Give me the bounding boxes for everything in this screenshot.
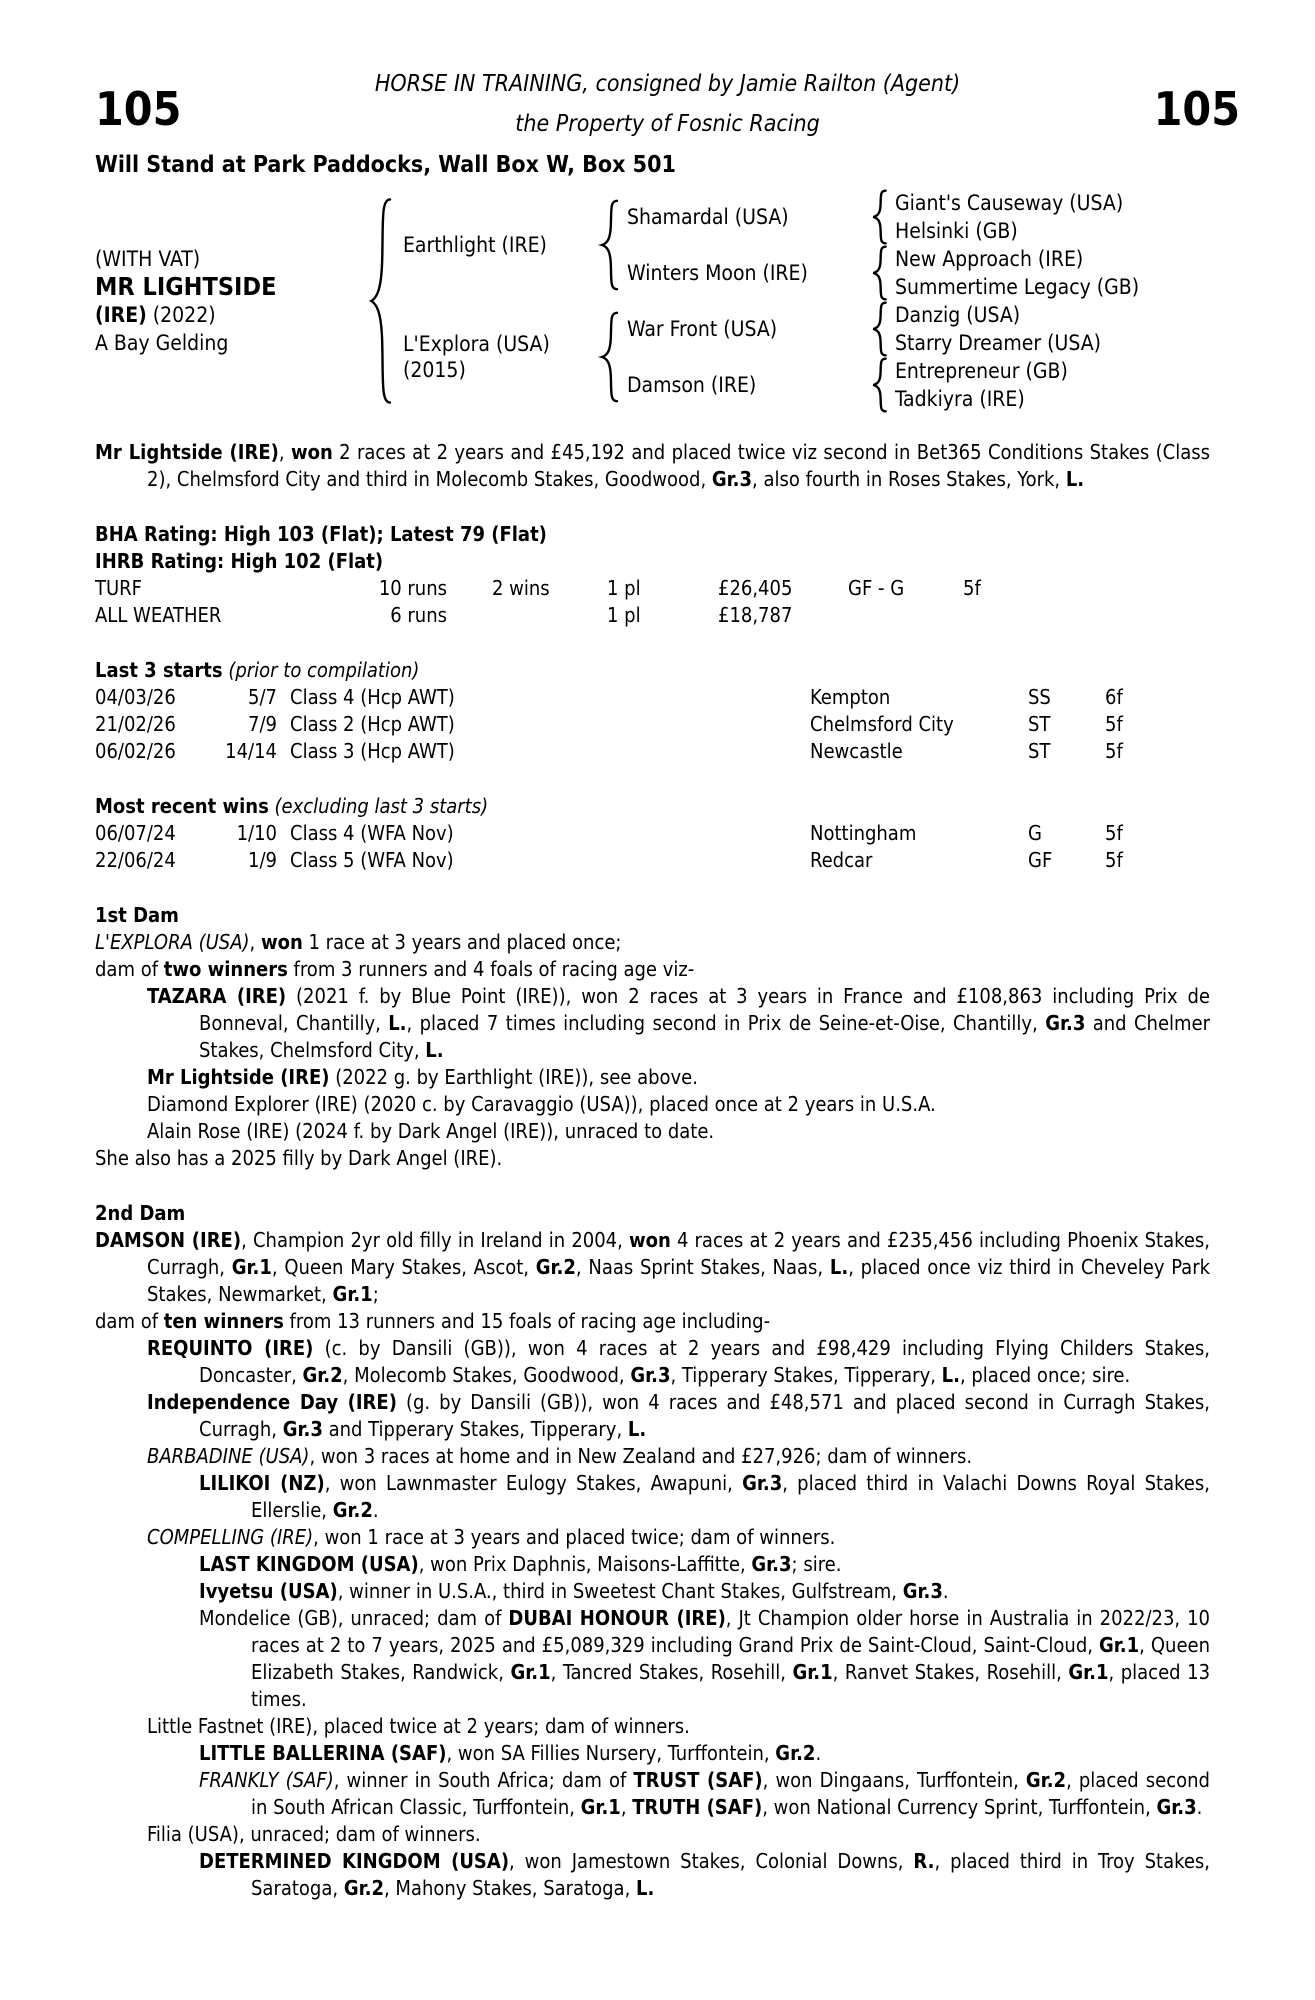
pedigree-brace-small (869, 245, 889, 301)
produce-paragraph: COMPELLING (IRE), won 1 race at 3 years and placed twice; dam of winners. (147, 1525, 836, 1549)
race-date: 06/02/26 (95, 739, 176, 763)
produce-paragraph: BARBADINE (USA), won 3 races at home and in New Zealand and £27,926; dam of winners. (147, 1444, 973, 1468)
pedigree-brace-sire (597, 198, 621, 292)
lot-number-left: 105 (95, 82, 182, 136)
pedigree-brace-small (869, 357, 889, 413)
subject-origin-year: (IRE) (2022) (95, 303, 216, 327)
produce-paragraph: REQUINTO (IRE) (c. by Dansili (GB)), won 4 races at 2 years and £98,429 including Flying Childers Stakes, Doncaster, Gr.2, Molecomb Stakes, Goodwood, Gr.3, Tipperary Stakes, Tipperary, L., placed once; sire. (147, 1336, 1210, 1387)
ratings-row-all-weather (95, 602, 1240, 629)
produce-paragraph: Filia (USA), unraced; dam of winners. (147, 1822, 481, 1846)
second-dam-heading: 2nd Dam (95, 1201, 186, 1225)
racecourse: Kempton (810, 685, 891, 709)
granddam-row (627, 357, 1101, 413)
recent-wins-heading: Most recent wins (excluding last 3 starts) (95, 794, 489, 818)
racecourse: Chelmsford City (810, 712, 954, 736)
first-dam-heading: 1st Dam (95, 903, 179, 927)
going-range (848, 602, 963, 629)
stand-location-line: Will Stand at Park Paddocks, Wall Box W, Box 501 (95, 152, 676, 178)
produce-paragraph: Diamond Explorer (IRE) (2020 c. by Caravaggio (USA)), placed once at 2 years in U.S.A. (147, 1092, 936, 1116)
race-class: Class 3 (Hcp AWT) (290, 739, 455, 763)
dam-paragraph: L'EXPLORA (USA), won 1 race at 3 years and placed once; (95, 930, 622, 954)
race-row (95, 738, 1240, 765)
sire-grandparents (627, 189, 1139, 301)
produce-paragraph: Alain Rose (IRE) (2024 f. by Dark Angel (IRE)), unraced to date. (147, 1119, 715, 1143)
great-grandparents: New Approach (IRE) Summertime Legacy (GB) (895, 247, 1140, 299)
racecourse: Redcar (810, 848, 873, 872)
finish-position: 1/9 (248, 848, 277, 872)
race-class: Class 4 (WFA Nov) (290, 821, 454, 845)
produce-paragraph: Ivyetsu (USA), winner in U.S.A., third in Sweetest Chant Stakes, Gulfstream, Gr.3. (199, 1579, 949, 1603)
racecourse: Newcastle (810, 739, 903, 763)
produce-paragraph: LITTLE BALLERINA (SAF), won SA Fillies Nursery, Turffontein, Gr.2. (199, 1741, 822, 1765)
going: SS (1028, 685, 1051, 709)
race-row (95, 847, 1240, 874)
sire-branch (403, 189, 1139, 301)
sire-name: Earthlight (IRE) (403, 233, 547, 257)
great-grandparents: Danzig (USA) Starry Dreamer (USA) (895, 303, 1102, 355)
ratings-row-turf (95, 575, 1240, 602)
produce-paragraph: LILIKOI (NZ), won Lawnmaster Eulogy Stakes, Awapuni, Gr.3, placed third in Valachi Downs Royal Stakes, Ellerslie, Gr.2. (199, 1471, 1210, 1522)
produce-paragraph: Little Fastnet (IRE), placed twice at 2 years; dam of winners. (147, 1714, 690, 1738)
produce-paragraph: FRANKLY (SAF), winner in South Africa; dam of TRUST (SAF), won Dingaans, Turffontein, Gr.2, placed second in South African Classic, Turffontein, Gr.1, TRUTH (SAF), won National Currency Sprint, Turffontein, Gr.3. (199, 1768, 1210, 1819)
wins-value: 2 wins (492, 576, 550, 600)
race-row (95, 684, 1240, 711)
grandsire-row (627, 301, 1101, 357)
last-starts-heading: Last 3 starts (prior to compilation) (95, 658, 420, 682)
dam-name: L'Explora (USA) (2015) (403, 332, 550, 382)
going: GF (1028, 848, 1053, 872)
distance: 5f (1105, 739, 1123, 763)
subject-name: MR LIGHTSIDE (95, 272, 277, 301)
wins-value (447, 602, 607, 629)
places-value: 1 pl (607, 603, 641, 627)
ratings-section (95, 521, 1240, 629)
race-class: Class 4 (Hcp AWT) (290, 685, 455, 709)
granddam-row (627, 245, 1139, 301)
produce-paragraph: DETERMINED KINGDOM (USA), won Jamestown Stakes, Colonial Downs, R., placed third in Troy Stakes, Saratoga, Gr.2, Mahony Stakes, Saratoga, L. (199, 1849, 1210, 1900)
great-grandparents: Entrepreneur (GB) Tadkiyra (IRE) (895, 359, 1068, 411)
recent-wins-section (95, 793, 1240, 874)
pedigree-diagram (95, 189, 1240, 413)
grandsire-name: Shamardal (USA) (627, 204, 789, 229)
vat-note: (WITH VAT) (95, 247, 201, 271)
pedigree-brace-small (869, 189, 889, 245)
race-date: 21/02/26 (95, 712, 176, 736)
distance: 6f (1105, 685, 1123, 709)
places-value: 1 pl (607, 576, 641, 600)
great-grandparents: Giant's Causeway (USA) Helsinki (GB) (895, 191, 1124, 243)
distance: 5f (1105, 712, 1123, 736)
last-starts-section (95, 657, 1240, 765)
race-date: 04/03/26 (95, 685, 176, 709)
earnings-value: £26,405 (718, 576, 793, 600)
race-date: 22/06/24 (95, 848, 176, 872)
pedigree-brace-small (869, 301, 889, 357)
distance: 5f (1105, 848, 1123, 872)
produce-paragraph: Mondelice (GB), unraced; dam of DUBAI HONOUR (IRE), Jt Champion older horse in Australia in 2022/23, 10 races at 2 to 7 years, 2025 and £5,089,329 including Grand Prix de Saint-Cloud, Saint-Cloud, Gr.1, Queen Elizabeth Stakes, Randwick, Gr.1, Tancred Stakes, Rosehill, Gr.1, Ranvet Stakes, Rosehill, Gr.1, placed 13 times. (199, 1606, 1211, 1711)
lot-number-right: 105 (1153, 82, 1240, 136)
race-date: 06/07/24 (95, 821, 176, 845)
going: G (1028, 821, 1042, 845)
dam-grandparents (627, 301, 1101, 413)
bha-rating-line: BHA Rating: High 103 (Flat); Latest 79 (Flat) (95, 522, 547, 546)
dam-paragraph: dam of two winners from 3 runners and 4 foals of racing age viz- (95, 957, 695, 981)
surface-label: ALL WEATHER (95, 603, 222, 627)
granddam-name: Damson (IRE) (627, 372, 757, 397)
subject-description: A Bay Gelding (95, 331, 229, 355)
race-record-paragraph: Mr Lightside (IRE), won 2 races at 2 years and £45,192 and placed twice viz second in Bet365 Conditions Stakes (Class 2), Chelmsford City and third in Molecomb Stakes, Goodwood, Gr.3, also fourth in Roses Stakes, York, L. (95, 440, 1211, 491)
produce-paragraph: LAST KINGDOM (USA), won Prix Daphnis, Maisons-Laffitte, Gr.3; sire. (199, 1552, 842, 1576)
distance-value: 5f (963, 576, 981, 600)
going: ST (1028, 739, 1051, 763)
grandsire-row (627, 189, 1139, 245)
pedigree-brace-dam (597, 310, 621, 404)
subject-block (95, 245, 365, 357)
dam-note-paragraph: She also has a 2025 filly by Dark Angel (IRE). (95, 1146, 503, 1170)
dam-paragraph: DAMSON (IRE), Champion 2yr old filly in Ireland in 2004, won 4 races at 2 years and £235,456 including Phoenix Stakes, Curragh, Gr.1, Queen Mary Stakes, Ascot, Gr.2, Naas Sprint Stakes, Naas, L., placed once viz third in Cheveley Park Stakes, Newmarket, Gr.1; (95, 1228, 1211, 1306)
finish-position: 1/10 (236, 821, 277, 845)
race-class: Class 5 (WFA Nov) (290, 848, 454, 872)
going-range: GF - G (848, 576, 905, 600)
surface-label: TURF (95, 576, 143, 600)
consignor-line: HORSE IN TRAINING, consigned by Jamie Railton (Agent) (374, 71, 961, 97)
race-row (95, 711, 1240, 738)
finish-position: 14/14 (225, 739, 277, 763)
earnings-value: £18,787 (718, 603, 793, 627)
produce-paragraph: Independence Day (IRE) (g. by Dansili (GB)), won 4 races and £48,571 and placed second in Curragh Stakes, Curragh, Gr.3 and Tipperary Stakes, Tipperary, L. (147, 1390, 1210, 1441)
page-header (95, 64, 1240, 144)
first-dam-section (95, 902, 1240, 1172)
finish-position: 7/9 (248, 712, 277, 736)
granddam-name: Winters Moon (IRE) (627, 260, 808, 285)
dam-branch (403, 301, 1139, 413)
race-class: Class 2 (Hcp AWT) (290, 712, 455, 736)
pedigree-brace-main (365, 193, 395, 409)
going: ST (1028, 712, 1051, 736)
distance: 5f (1105, 821, 1123, 845)
racecourse: Nottingham (810, 821, 917, 845)
runs-value: 6 runs (390, 603, 447, 627)
dam-paragraph: dam of ten winners from 13 runners and 15 foals of racing age including- (95, 1309, 771, 1333)
race-row (95, 820, 1240, 847)
produce-paragraph: Mr Lightside (IRE) (2022 g. by Earthlight (IRE)), see above. (147, 1065, 698, 1089)
pedigree-parents-column (403, 189, 1139, 413)
header-center (245, 64, 1090, 144)
property-line: the Property of Fosnic Racing (515, 111, 820, 137)
finish-position: 5/7 (248, 685, 277, 709)
second-dam-section (95, 1200, 1240, 1902)
runs-value: 10 runs (378, 576, 447, 600)
ihrb-rating-line: IHRB Rating: High 102 (Flat) (95, 549, 384, 573)
produce-paragraph: TAZARA (IRE) (2021 f. by Blue Point (IRE)), won 2 races at 3 years in France and £108,863 including Prix de Bonneval, Chantilly, L., placed 7 times including second in Prix de Seine-et-Oise, Chantilly, Gr.3 and Chelmer Stakes, Chelmsford City, L. (147, 984, 1211, 1062)
grandsire-name: War Front (USA) (627, 316, 778, 341)
